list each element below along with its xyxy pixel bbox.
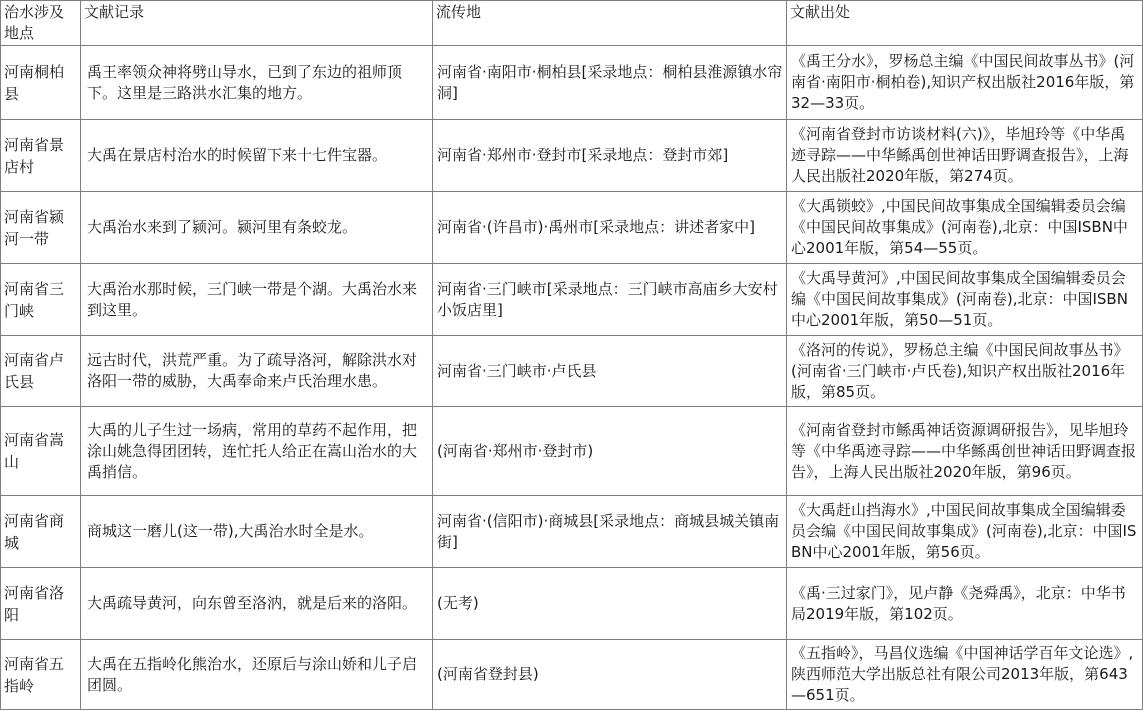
cell-record: 远古时代，洪荒严重。为了疏导洛河，解除洪水对洛阳一带的威胁，大禹奉命来卢氏治理水患。: [81, 336, 433, 407]
cell-place: (河南省登封县): [433, 640, 787, 710]
table-row: [1, 336, 1143, 407]
cell-record: 大禹治水那时候，三门峡一带是个湖。大禹治水来到这里。: [81, 264, 433, 336]
table-row: [1, 120, 1143, 192]
table-row: [1, 496, 1143, 568]
cell-location: 河南省颍河一带: [1, 192, 81, 264]
cell-record: 大禹治水来到了颍河。颍河里有条蛟龙。: [81, 192, 433, 264]
cell-place: 河南省·郑州市·登封市[采录地点：登封市郊]: [433, 120, 787, 192]
cell-place: 河南省·三门峡市·卢氏县: [433, 336, 787, 407]
table-row: [1, 568, 1143, 640]
cell-source: 《禹·三过家门》，见卢静《尧舜禹》，北京：中华书局2019年版，第102页。: [787, 568, 1143, 640]
header-record: 文献记录: [81, 1, 433, 46]
table-header-row: [1, 1, 1143, 46]
cell-location: 河南桐柏县: [1, 46, 81, 120]
cell-record: 大禹疏导黄河，向东曾至洛汭，就是后来的洛阳。: [81, 568, 433, 640]
cell-location: 河南省景店村: [1, 120, 81, 192]
cell-location: 河南省洛阳: [1, 568, 81, 640]
cell-source: 《河南省登封市鲧禹神话资源调研报告》，见毕旭玲等《中华禹迹寻踪——中华鲧禹创世神话田野调查报告》，上海人民出版社2020年版，第96页。: [787, 407, 1143, 496]
cell-record: 大禹的儿子生过一场病，常用的草药不起作用，把涂山姚急得团团转，连忙托人给正在嵩山治水的大禹捎信。: [81, 407, 433, 496]
cell-place: 河南省·(信阳市)·商城县[采录地点：商城县城关镇南街]: [433, 496, 787, 568]
header-place: 流传地: [433, 1, 787, 46]
cell-source: 《禹王分水》，罗杨总主编《中国民间故事丛书》(河南省·南阳市·桐柏卷),知识产权出版社2016年版，第32—33页。: [787, 46, 1143, 120]
cell-source: 《五指岭》，马昌仪选编《中国神话学百年文论选》,陕西师范大学出版总社有限公司2013年版，第643—651页。: [787, 640, 1143, 710]
cell-location: 河南省五指岭: [1, 640, 81, 710]
cell-record: 商城这一磨儿(这一带),大禹治水时全是水。: [81, 496, 433, 568]
header-location: 治水涉及地点: [1, 1, 81, 46]
cell-source: 《河南省登封市访谈材料(六)》，毕旭玲等《中华禹迹寻踪——中华鲧禹创世神话田野调查报告》，上海人民出版社2020年版，第274页。: [787, 120, 1143, 192]
cell-place: (河南省·郑州市·登封市): [433, 407, 787, 496]
header-source: 文献出处: [787, 1, 1143, 46]
table-row: [1, 192, 1143, 264]
cell-source: 《大禹导黄河》,中国民间故事集成全国编辑委员会编《中国民间故事集成》(河南卷),北京：中国ISBN中心2001年版，第50—51页。: [787, 264, 1143, 336]
cell-record: 大禹在景店村治水的时候留下来十七件宝器。: [81, 120, 433, 192]
cell-source: 《大禹赶山挡海水》,中国民间故事集成全国编辑委员会编《中国民间故事集成》(河南卷),北京：中国ISBN中心2001年版，第56页。: [787, 496, 1143, 568]
table-row: [1, 407, 1143, 496]
cell-place: 河南省·南阳市·桐柏县[采录地点：桐柏县淮源镇水帘洞]: [433, 46, 787, 120]
cell-location: 河南省嵩山: [1, 407, 81, 496]
cell-place: (无考): [433, 568, 787, 640]
cell-place: 河南省·三门峡市[采录地点：三门峡市高庙乡大安村小饭店里]: [433, 264, 787, 336]
cell-record: 大禹在五指岭化熊治水，还原后与涂山娇和儿子启团圆。: [81, 640, 433, 710]
table-row: [1, 640, 1143, 710]
cell-place: 河南省·(许昌市)·禹州市[采录地点：讲述者家中]: [433, 192, 787, 264]
table-row: [1, 264, 1143, 336]
cell-location: 河南省卢氏县: [1, 336, 81, 407]
table-row: [1, 46, 1143, 120]
cell-source: 《大禹锁蛟》,中国民间故事集成全国编辑委员会编《中国民间故事集成》(河南卷),北京：中国ISBN中心2001年版，第54—55页。: [787, 192, 1143, 264]
cell-location: 河南省三门峡: [1, 264, 81, 336]
cell-record: 禹王率领众神将劈山导水，已到了东边的祖师顶下。这里是三路洪水汇集的地方。: [81, 46, 433, 120]
cell-source: 《洛河的传说》，罗杨总主编《中国民间故事丛书》(河南省·三门峡市·卢氏卷),知识产权出版社2016年版，第85页。: [787, 336, 1143, 407]
cell-location: 河南省商城: [1, 496, 81, 568]
